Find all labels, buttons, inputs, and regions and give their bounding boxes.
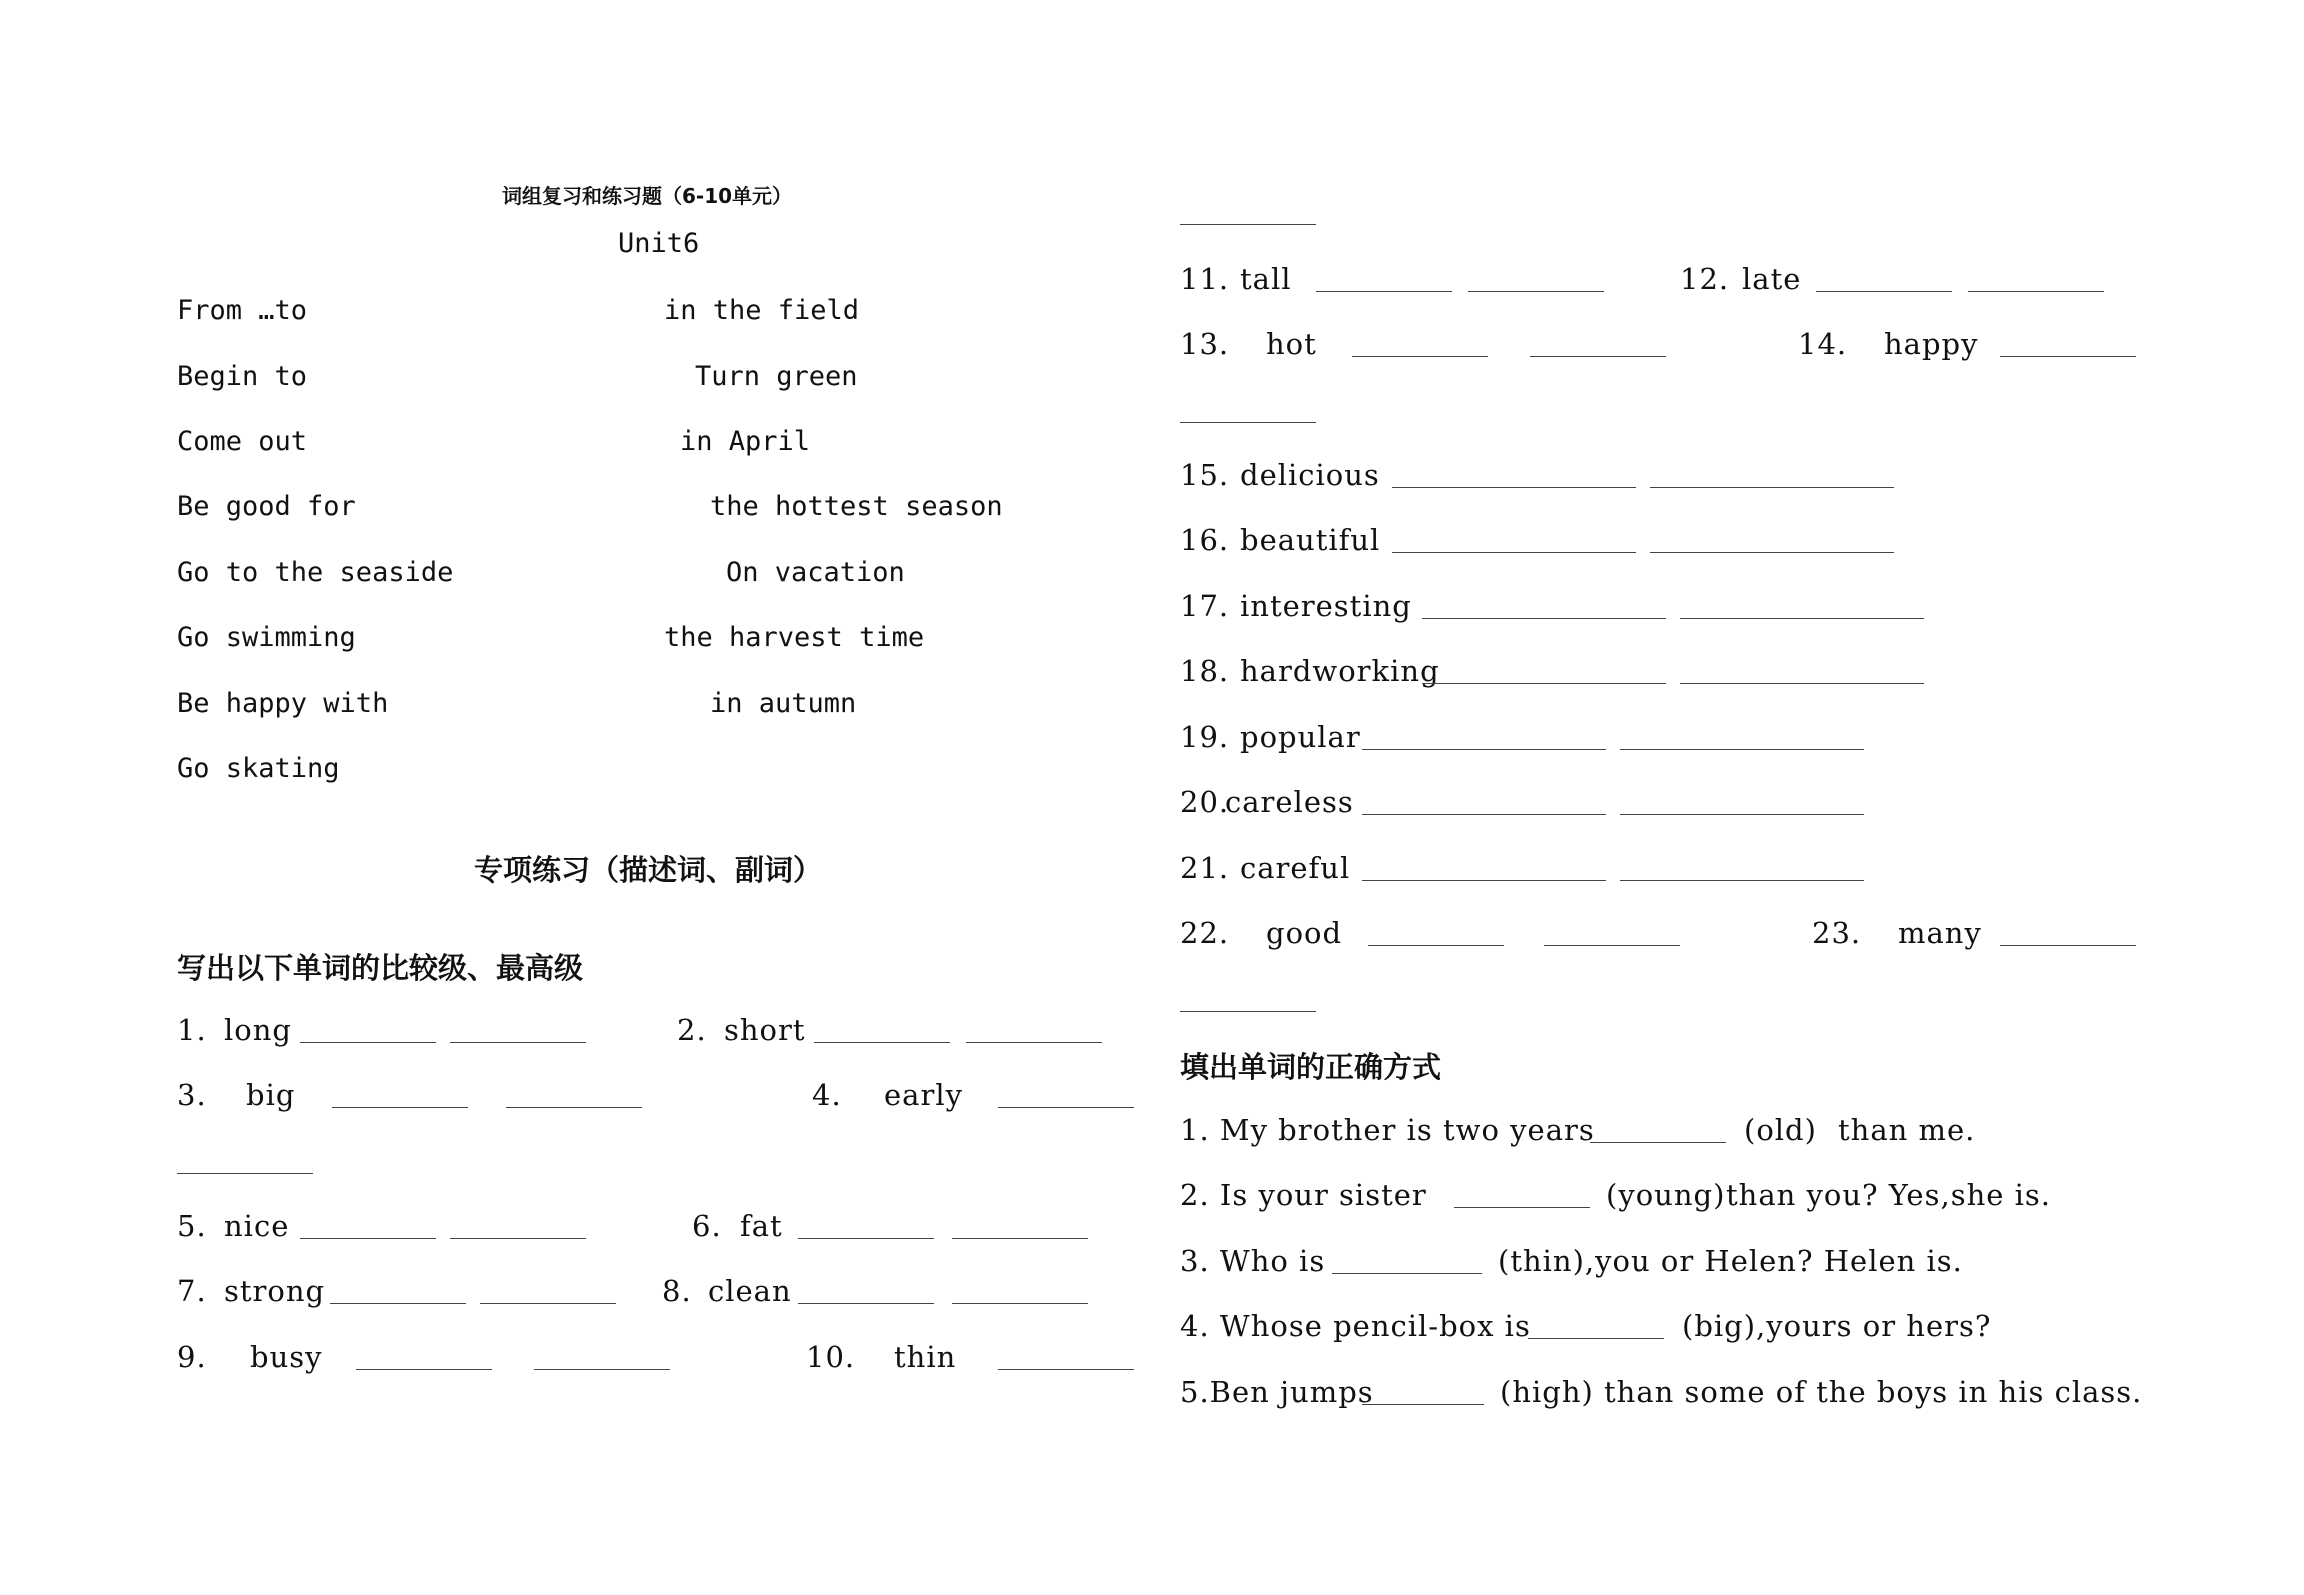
answer-blank[interactable] [450,1042,586,1043]
answer-blank[interactable] [300,1042,436,1043]
item-number: 4. [812,1078,842,1112]
answer-blank[interactable] [1362,749,1606,750]
sentence-text: 1. My brother is two years [1180,1113,1595,1147]
answer-blank[interactable] [2000,945,2136,946]
item-word: long [224,1013,292,1047]
phrase-item: Be good for [177,491,356,522]
answer-blank[interactable] [1180,1011,1316,1012]
phrase-item: Turn green [695,361,858,392]
item-number: 8. [662,1274,692,1308]
item-number: 1. [177,1013,207,1047]
answer-blank[interactable] [1362,880,1606,881]
sentence-hint: (old) [1744,1113,1817,1147]
phrase-item: the hottest season [710,491,1003,522]
item-number: 15. [1180,458,1230,492]
answer-blank[interactable] [534,1369,670,1370]
answer-blank[interactable] [1422,618,1666,619]
item-word: busy [250,1340,323,1374]
answer-blank[interactable] [480,1303,616,1304]
item-word: hot [1266,327,1317,361]
item-word: delicious [1240,458,1380,492]
answer-blank[interactable] [1352,356,1488,357]
answer-blank[interactable] [177,1173,313,1174]
item-number: 19. [1180,720,1230,754]
item-word: careful [1240,851,1351,885]
item-number: 6. [692,1209,722,1243]
answer-blank[interactable] [1620,880,1864,881]
answer-blank[interactable] [1544,945,1680,946]
item-number: 17. [1180,589,1230,623]
item-number: 12. [1680,262,1730,296]
phrase-item: in autumn [710,688,857,719]
item-word: clean [708,1274,792,1308]
fill-instruction: 填出单词的正确方式 [1180,1050,1442,1084]
answer-blank[interactable] [1620,814,1864,815]
exercise-instruction: 写出以下单词的比较级、最高级 [177,951,584,985]
phrase-item: Go skating [177,753,340,784]
answer-blank[interactable] [1392,552,1636,553]
item-word: interesting [1240,589,1412,623]
answer-blank[interactable] [1680,683,1924,684]
item-number: 13. [1180,327,1230,361]
item-number: 20. [1180,785,1230,819]
item-word: big [246,1078,296,1112]
item-word: good [1266,916,1343,950]
item-number: 16. [1180,523,1230,557]
answer-blank[interactable] [1620,749,1864,750]
item-word: short [724,1013,806,1047]
phrase-item: Be happy with [177,688,389,719]
item-word: popular [1240,720,1361,754]
phrase-item: the harvest time [664,622,925,653]
answer-blank[interactable] [1816,291,1952,292]
item-number: 18. [1180,654,1230,688]
phrase-item: Go to the seaside [177,557,454,588]
answer-blank[interactable] [450,1238,586,1239]
item-number: 2. [677,1013,707,1047]
answer-blank[interactable] [1332,1273,1482,1274]
item-word: many [1898,916,1982,950]
answer-blank[interactable] [952,1303,1088,1304]
item-word: beautiful [1240,523,1381,557]
answer-blank[interactable] [1680,618,1924,619]
answer-blank[interactable] [1368,945,1504,946]
item-word: hardworking [1240,654,1440,688]
answer-blank[interactable] [952,1238,1088,1239]
answer-blank[interactable] [332,1107,468,1108]
answer-blank[interactable] [1180,224,1316,225]
item-number: 21. [1180,851,1230,885]
answer-blank[interactable] [300,1238,436,1239]
answer-blank[interactable] [330,1303,466,1304]
item-number: 5. [177,1209,207,1243]
answer-blank[interactable] [798,1238,934,1239]
answer-blank[interactable] [506,1107,642,1108]
answer-blank[interactable] [1968,291,2104,292]
item-word: nice [224,1209,290,1243]
phrase-item: From …to [177,295,308,326]
item-word: strong [224,1274,326,1308]
document-title: 词组复习和练习题（6-10单元） [502,184,793,208]
sentence-hint: (young) [1606,1178,1726,1212]
sentence-hint: (big),yours or hers? [1682,1309,1992,1343]
phrase-item: On vacation [726,557,905,588]
item-word: tall [1240,262,1292,296]
answer-blank[interactable] [1362,814,1606,815]
answer-blank[interactable] [1316,291,1452,292]
sentence-text: than some of the boys in his class. [1604,1375,2143,1409]
sentence-text: than me. [1838,1113,1976,1147]
item-word: happy [1884,327,1979,361]
answer-blank[interactable] [998,1107,1134,1108]
item-number: 22. [1180,916,1230,950]
answer-blank[interactable] [1650,552,1894,553]
item-number: 10. [806,1340,856,1374]
answer-blank[interactable] [814,1042,950,1043]
item-word: early [884,1078,963,1112]
answer-blank[interactable] [966,1042,1102,1043]
item-number: 11. [1180,262,1230,296]
sentence-text: 5.Ben jumps [1180,1375,1374,1409]
answer-blank[interactable] [798,1303,934,1304]
answer-blank[interactable] [1454,1207,1590,1208]
phrase-item: in April [680,426,811,457]
item-word: fat [740,1209,783,1243]
item-number: 14. [1798,327,1848,361]
answer-blank[interactable] [1528,1338,1664,1339]
answer-blank[interactable] [2000,356,2136,357]
sentence-text: 3. Who is [1180,1244,1326,1278]
phrase-item: Go swimming [177,622,356,653]
answer-blank[interactable] [1422,683,1666,684]
unit-heading: Unit6 [618,228,700,259]
sentence-text: 2. Is your sister [1180,1178,1427,1212]
answer-blank[interactable] [1468,291,1604,292]
item-word: late [1742,262,1802,296]
phrase-item: Come out [177,426,308,457]
sentence-hint: (high) [1500,1375,1594,1409]
section-title: 专项练习（描述词、副词） [474,853,823,887]
answer-blank[interactable] [356,1369,492,1370]
answer-blank[interactable] [1392,487,1636,488]
item-number: 23. [1812,916,1862,950]
answer-blank[interactable] [1180,422,1316,423]
item-number: 3. [177,1078,207,1112]
sentence-text: 4. Whose pencil-box is [1180,1309,1531,1343]
item-word: thin [894,1340,957,1374]
item-number: 7. [177,1274,207,1308]
phrase-item: Begin to [177,361,308,392]
answer-blank[interactable] [1530,356,1666,357]
item-number: 9. [177,1340,207,1374]
answer-blank[interactable] [1590,1142,1726,1143]
item-word: careless [1225,785,1354,819]
sentence-hint: (thin),you or Helen? Helen is. [1498,1244,1963,1278]
phrase-item: in the field [664,295,860,326]
answer-blank[interactable] [998,1369,1134,1370]
answer-blank[interactable] [1362,1404,1484,1405]
answer-blank[interactable] [1650,487,1894,488]
sentence-text: than you? Yes,she is. [1726,1178,2052,1212]
